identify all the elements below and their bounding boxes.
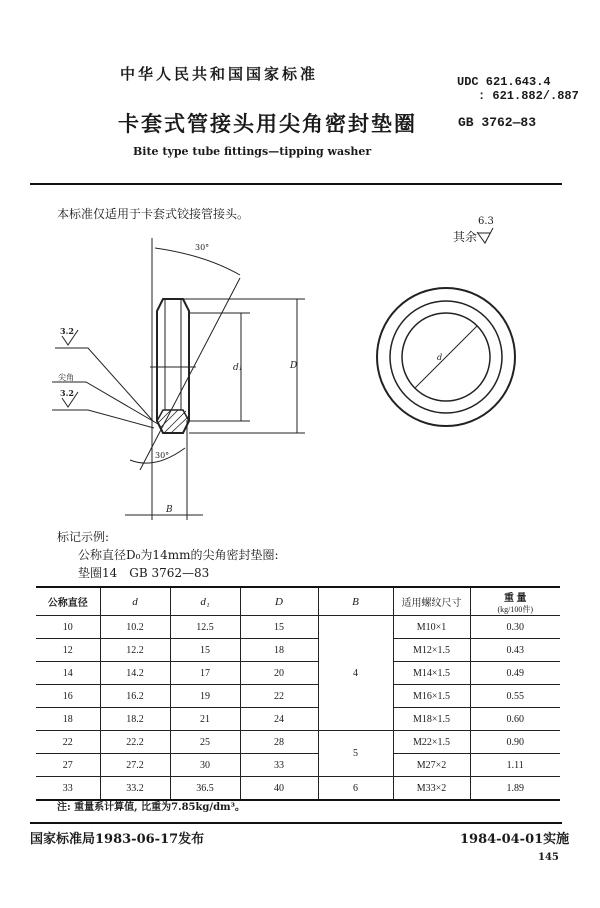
table-cell: M22×1.5 (393, 731, 470, 754)
table-cell: 0.60 (470, 708, 560, 731)
roughness-other-value: 6.3 (478, 216, 494, 227)
d-dimension-line (415, 326, 477, 388)
b-value-cell: 6 (318, 777, 393, 801)
page-number: 145 (538, 852, 559, 863)
table-cell: 25 (170, 731, 240, 754)
table-cell: 1.11 (470, 754, 560, 777)
tip-label: 尖角 (58, 373, 74, 382)
col-header: d₁ (170, 587, 240, 616)
table-cell: M10×1 (393, 616, 470, 639)
table-cell: 21 (170, 708, 240, 731)
table-cell: 19 (170, 685, 240, 708)
table-cell: 14.2 (100, 662, 170, 685)
table-row (36, 731, 560, 754)
table-cell: M18×1.5 (393, 708, 470, 731)
table-cell: 18 (240, 639, 318, 662)
table-cell: 0.43 (470, 639, 560, 662)
table-cell: M14×1.5 (393, 662, 470, 685)
table-cell: 0.49 (470, 662, 560, 685)
table-cell: 15 (170, 639, 240, 662)
b-value-cell: 4 (318, 616, 393, 731)
table-cell: 10 (36, 616, 100, 639)
B-label: B (166, 505, 173, 515)
table-row (36, 639, 560, 662)
udc-line-1: UDC 621.643.4 (457, 75, 551, 89)
roughness-1-label: 3.2 (60, 326, 74, 336)
angle-top-label: 30° (195, 243, 210, 252)
table-cell: M16×1.5 (393, 685, 470, 708)
table-cell: 22.2 (100, 731, 170, 754)
table-cell: M12×1.5 (393, 639, 470, 662)
table-cell: 20 (240, 662, 318, 685)
col-header: d (100, 587, 170, 616)
table-row (36, 708, 560, 731)
table-row (36, 616, 560, 639)
table-cell: 12.5 (170, 616, 240, 639)
weight-header: 重 量 (504, 592, 527, 604)
roughness-2-label: 3.2 (60, 388, 74, 398)
b-value-cell: 5 (318, 731, 393, 777)
table-cell: 0.55 (470, 685, 560, 708)
table-cell: 18 (36, 708, 100, 731)
footer-rule (30, 822, 562, 824)
table-cell: 40 (240, 777, 318, 801)
table-cell: 33 (36, 777, 100, 801)
table-cell: 1.89 (470, 777, 560, 801)
table-cell: 24 (240, 708, 318, 731)
dimension-table (36, 586, 560, 801)
table-row (36, 777, 560, 801)
table-cell: M33×2 (393, 777, 470, 801)
table-cell: 33.2 (100, 777, 170, 801)
table-cell: 14 (36, 662, 100, 685)
col-header: D (240, 587, 318, 616)
marking-heading: 标记示例: (57, 530, 110, 544)
D-label: D (290, 361, 298, 371)
roughness-other-label: 其余 (453, 230, 478, 244)
angle-line (140, 278, 243, 470)
issue-date: 国家标准局1983-06-17发布 (30, 832, 205, 847)
weight-unit: (kg/100件) (497, 604, 534, 614)
table-cell: 22 (36, 731, 100, 754)
table-cell: 22 (240, 685, 318, 708)
table-row (36, 685, 560, 708)
document-title: 卡套式管接头用尖角密封垫圈 (118, 111, 417, 136)
scope-text: 本标准仅适用于卡套式铰接管接头。 (57, 207, 250, 221)
table-cell: 16.2 (100, 685, 170, 708)
table-cell: 27 (36, 754, 100, 777)
table-row (36, 754, 560, 777)
table-cell: 15 (240, 616, 318, 639)
d-label: d (437, 353, 443, 362)
roughness-symbol-icon (477, 228, 493, 243)
table-cell: 17 (170, 662, 240, 685)
table-cell: 12 (36, 639, 100, 662)
table-row (36, 662, 560, 685)
table-cell: 0.30 (470, 616, 560, 639)
issuing-org: 中华人民共和国国家标准 (120, 65, 319, 83)
table-cell: 16 (36, 685, 100, 708)
table-cell: M27×2 (393, 754, 470, 777)
table-note: 注: 重量系计算值, 比重为7.85kg/dm³。 (57, 802, 246, 813)
col-header: 适用螺纹尺寸 (393, 587, 470, 616)
col-header: B (318, 587, 393, 616)
marking-line-1: 公称直径D₀为14mm的尖角密封垫圈: (78, 548, 279, 562)
table-cell: 0.90 (470, 731, 560, 754)
table-cell: 33 (240, 754, 318, 777)
english-title: Bite type tube fittings—tipping washer (133, 145, 372, 158)
table-cell: 10.2 (100, 616, 170, 639)
table-cell: 36.5 (170, 777, 240, 801)
table-cell: 30 (170, 754, 240, 777)
standard-code: GB 3762—83 (458, 115, 537, 130)
udc-line-2: : 621.882/.887 (478, 89, 579, 103)
col-header: 公称直径 (36, 587, 100, 616)
d1-label: d₁ (233, 363, 243, 373)
table-cell: 18.2 (100, 708, 170, 731)
table-cell: 12.2 (100, 639, 170, 662)
marking-line-2: 垫圈14 GB 3762—83 (78, 566, 210, 580)
table-header-row (36, 587, 560, 616)
table-cell: 27.2 (100, 754, 170, 777)
angle-bottom-label: 30° (155, 451, 170, 460)
effective-date: 1984-04-01实施 (460, 832, 570, 847)
table-cell: 28 (240, 731, 318, 754)
col-header (470, 587, 560, 616)
